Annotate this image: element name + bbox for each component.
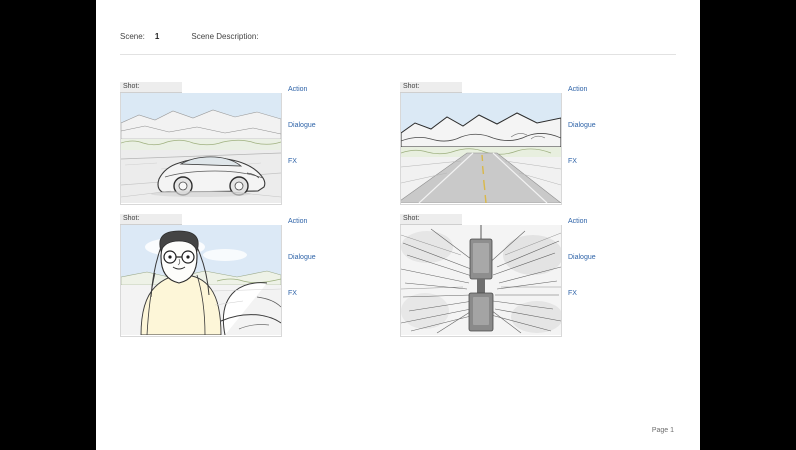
fx-label[interactable]: FX bbox=[568, 158, 577, 165]
shot-label: Shot: bbox=[403, 215, 420, 222]
document-page bbox=[96, 0, 700, 450]
action-label[interactable]: Action bbox=[288, 86, 308, 93]
shot-annotations bbox=[288, 218, 388, 326]
shot-label: Shot: bbox=[123, 215, 140, 222]
scene-description-label: Scene Description: bbox=[191, 32, 259, 41]
shot-cell bbox=[400, 214, 680, 337]
shot-cell bbox=[120, 82, 400, 205]
shot-cell bbox=[120, 214, 400, 337]
fx-label[interactable]: FX bbox=[288, 290, 297, 297]
shot-row bbox=[120, 82, 680, 205]
shot-tab[interactable] bbox=[400, 214, 462, 225]
page-number: Page 1 bbox=[651, 427, 674, 434]
action-label[interactable]: Action bbox=[288, 218, 308, 225]
fx-label[interactable]: FX bbox=[568, 290, 577, 297]
dialogue-label[interactable]: Dialogue bbox=[568, 122, 596, 129]
shot-image-empty-desert-highway-sketch[interactable] bbox=[400, 93, 562, 205]
shot-image-sports-car-on-desert-road-sketch[interactable] bbox=[120, 93, 282, 205]
shot-row bbox=[120, 214, 680, 337]
dialogue-label[interactable]: Dialogue bbox=[568, 254, 596, 261]
shot-label: Shot: bbox=[403, 83, 420, 90]
shot-tab[interactable] bbox=[120, 82, 182, 93]
shot-image-woman-driving-convertible-sketch[interactable] bbox=[120, 225, 282, 337]
dialogue-label[interactable]: Dialogue bbox=[288, 254, 316, 261]
shot-grid bbox=[120, 82, 680, 346]
scene-label: Scene: bbox=[120, 32, 145, 41]
shot-image-abstract-motion-streaks-sketch[interactable] bbox=[400, 225, 562, 337]
shot-annotations bbox=[568, 86, 668, 194]
scene-header bbox=[120, 32, 676, 55]
shot-cell bbox=[400, 82, 680, 205]
fx-label[interactable]: FX bbox=[288, 158, 297, 165]
dialogue-label[interactable]: Dialogue bbox=[288, 122, 316, 129]
action-label[interactable]: Action bbox=[568, 218, 588, 225]
shot-annotations bbox=[568, 218, 668, 326]
action-label[interactable]: Action bbox=[568, 86, 588, 93]
scene-number[interactable]: 1 bbox=[154, 32, 160, 41]
shot-tab[interactable] bbox=[120, 214, 182, 225]
shot-tab[interactable] bbox=[400, 82, 462, 93]
shot-annotations bbox=[288, 86, 388, 194]
shot-label: Shot: bbox=[123, 83, 140, 90]
